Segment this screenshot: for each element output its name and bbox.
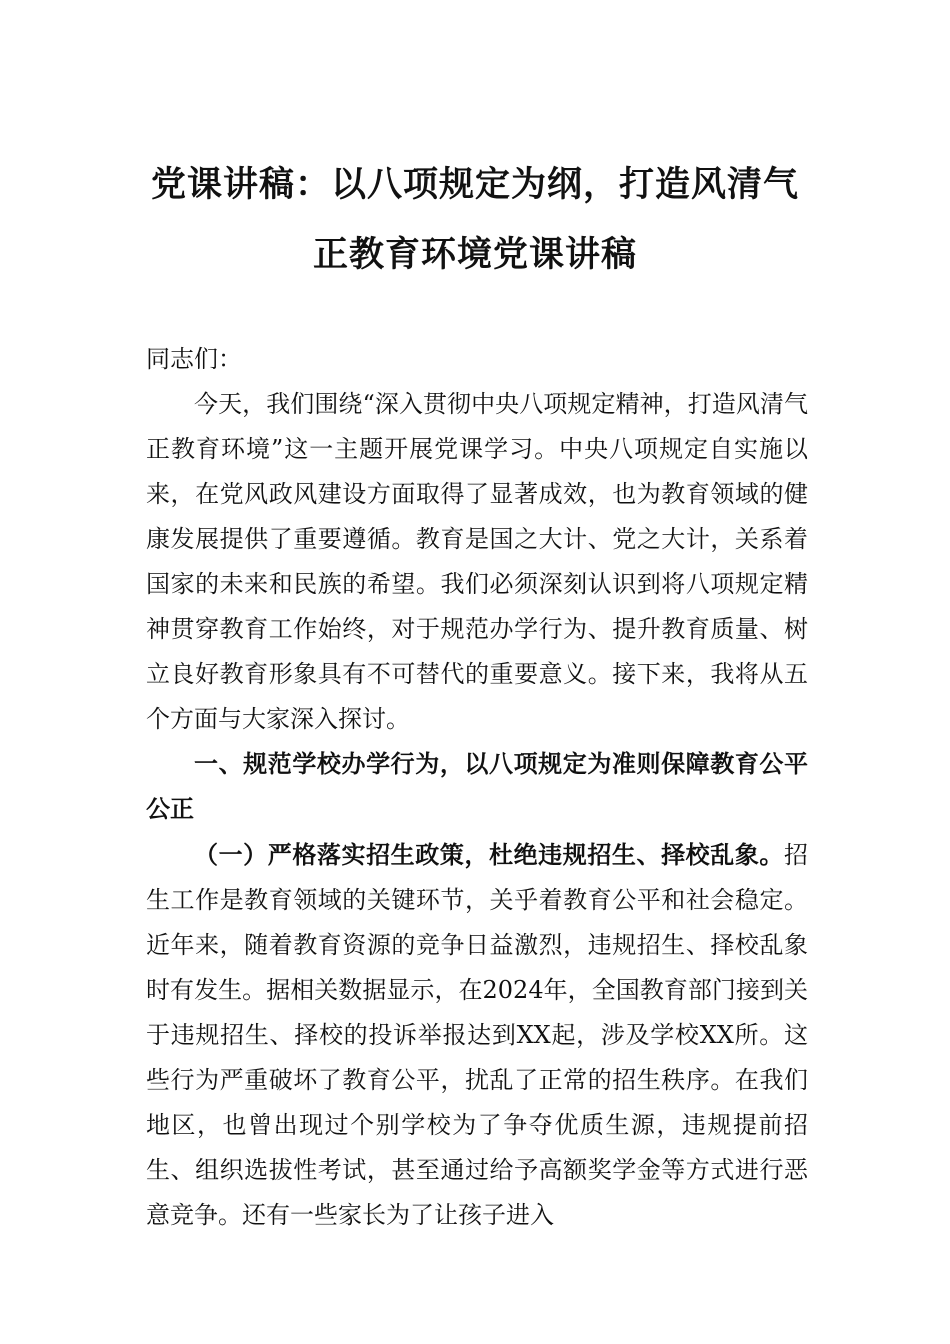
document-title-line-1: 党课讲稿：以八项规定为纲，打造风清气 [150,165,799,205]
subsection-heading-1: （一）严格落实招生政策，杜绝违规招生、择校乱象。 [194,840,784,869]
document-body [146,337,808,1238]
intro-paragraph: 今天，我们围绕“深入贯彻中央八项规定精神，打造风清气正教育环境”这一主题开展党课学习。中央八项规定自实施以来，在党风政风建设方面取得了显著成效，也为教育领域的健康发展提供了重要遵循。教育是国之大计、党之大计，关系着国家的未来和民族的希望。我们必须深刻认识到将八项规定精神贯穿教育工作始终，对于规范办学行为、提升教育质量、树立良好教育形象具有不可替代的重要意义。接下来，我将从五个方面与大家深入探讨。 [146,390,808,733]
salutation: 同志们： [146,345,242,373]
subsection-body-1: 招生工作是教育领域的关键环节，关乎着教育公平和社会稳定。近年来，随着教育资源的竞争日益激烈，违规招生、择校乱象时有发生。据相关数据显示，在2024年，全国教育部门接到关于违规招生、择校的投诉举报达到XX起，涉及学校XX所。这些行为严重破坏了教育公平，扰乱了正常的招生秩序。在我们地区，也曾出现过个别学校为了争夺优质生源，违规提前招生、组织选拔性考试，甚至通过给予高额奖学金等方式进行恶意竞争。还有一些家长为了让孩子进入 [146,841,808,1229]
section-heading-1: 一、规范学校办学行为，以八项规定为准则保障教育公平公正 [146,750,808,823]
subsection-paragraph-1 [146,832,808,1238]
document-title-line-2: 正教育环境党课讲稿 [312,235,637,275]
